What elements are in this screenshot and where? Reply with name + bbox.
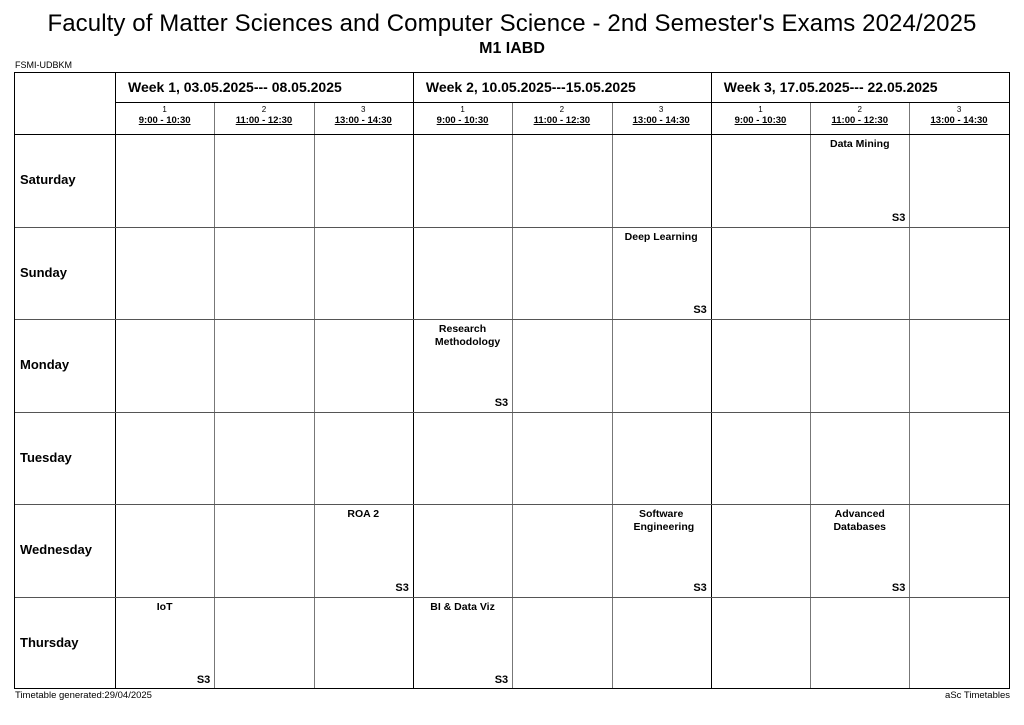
week-header: Week 1, 03.05.2025--- 08.05.2025	[128, 79, 342, 95]
slot-time: 13:00 - 14:30	[632, 115, 690, 126]
slot-header	[115, 105, 214, 127]
day-label: Sunday	[20, 264, 67, 280]
day-label: Saturday	[20, 172, 76, 188]
exam-room: S3	[891, 211, 906, 224]
grid-line-vertical	[214, 102, 215, 688]
exam-cell[interactable]	[413, 319, 512, 412]
exam-room: S3	[891, 581, 906, 594]
timetable-grid	[14, 72, 1010, 689]
slot-header	[512, 105, 611, 127]
day-label: Wednesday	[20, 542, 93, 558]
grid-line-vertical	[909, 102, 910, 688]
exam-subject: Software Engineering	[633, 508, 695, 533]
exam-subject: IoT	[156, 600, 173, 613]
slot-number: 1	[460, 105, 465, 114]
slot-header	[413, 105, 512, 127]
slot-time: 13:00 - 14:30	[334, 115, 392, 126]
slot-number: 1	[162, 105, 167, 114]
week-header: Week 3, 17.05.2025--- 22.05.2025	[723, 79, 938, 95]
slot-header	[214, 105, 313, 127]
grid-line-vertical	[314, 102, 315, 688]
slot-time: 9:00 - 10:30	[138, 115, 191, 126]
day-label: Tuesday	[20, 449, 72, 465]
slot-time: 9:00 - 10:30	[734, 115, 787, 126]
exam-cell[interactable]	[810, 134, 909, 227]
slot-time: 11:00 - 12:30	[235, 115, 293, 126]
exam-room: S3	[693, 581, 707, 594]
grid-line-vertical	[612, 102, 613, 688]
exam-cell[interactable]	[810, 504, 909, 597]
slot-time: 11:00 - 12:30	[831, 115, 888, 126]
exam-subject: Deep Learning	[624, 230, 698, 243]
week-header: Week 2, 10.05.2025---15.05.2025	[425, 79, 636, 95]
page-title: Faculty of Matter Sciences and Computer Science - 2nd Semester's Exams 2024/2025	[47, 10, 977, 37]
slot-header	[314, 105, 413, 127]
slot-number: 3	[956, 105, 962, 114]
day-label: Monday	[20, 357, 70, 373]
slot-number: 2	[559, 105, 565, 114]
exam-subject: Data Mining	[829, 138, 890, 150]
slot-number: 1	[758, 105, 763, 114]
slot-time: 13:00 - 14:30	[930, 115, 988, 126]
exam-room: S3	[494, 674, 509, 686]
software-brand: aSc Timetables	[945, 690, 1010, 701]
slot-header	[711, 105, 810, 127]
slot-header	[612, 105, 711, 127]
exam-subject: Research Methodology	[434, 323, 501, 348]
class-subtitle: M1 IABD	[479, 40, 545, 57]
exam-cell[interactable]	[314, 504, 413, 597]
slot-header	[810, 105, 909, 127]
grid-line-horizontal	[15, 227, 1009, 228]
slot-time: 11:00 - 12:30	[533, 115, 591, 126]
exam-room: S3	[395, 581, 409, 594]
exam-subject: Advanced Databases	[833, 508, 886, 533]
exam-room: S3	[494, 396, 509, 409]
exam-cell[interactable]	[612, 227, 711, 320]
slot-number: 2	[857, 105, 862, 114]
exam-cell[interactable]	[115, 597, 214, 690]
exam-subject: ROA 2	[347, 508, 380, 520]
exam-cell[interactable]	[413, 597, 512, 690]
slot-number: 2	[261, 105, 267, 114]
grid-line-vertical	[512, 102, 513, 688]
grid-line-horizontal	[115, 102, 1009, 103]
slot-number: 3	[658, 105, 664, 114]
slot-header	[909, 105, 1008, 127]
exam-cell[interactable]	[612, 504, 711, 597]
grid-line-horizontal	[15, 412, 1009, 413]
day-label: Thursday	[20, 634, 79, 650]
slot-number: 3	[361, 105, 366, 114]
institution-code: FSMI-UDBKM	[15, 60, 72, 70]
exam-subject: BI & Data Viz	[430, 600, 495, 613]
slot-time: 9:00 - 10:30	[436, 115, 489, 126]
exam-room: S3	[196, 674, 211, 686]
exam-room: S3	[693, 304, 707, 316]
generated-date: Timetable generated:29/04/2025	[15, 690, 152, 701]
